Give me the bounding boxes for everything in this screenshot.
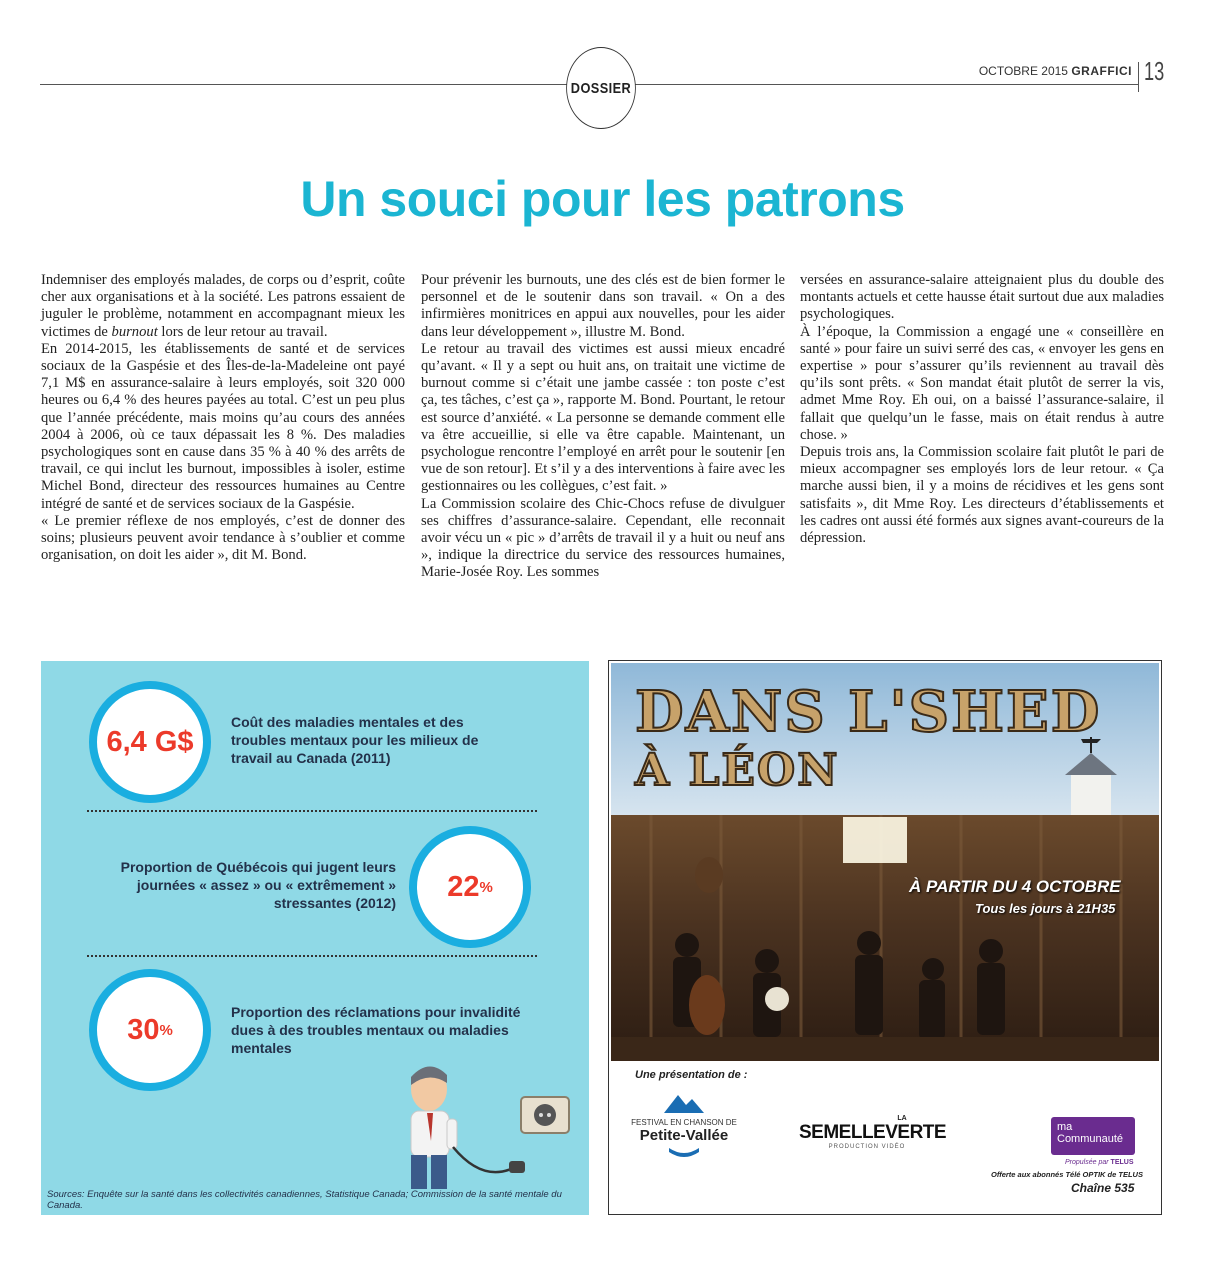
channel-brand-badge bbox=[1051, 1117, 1135, 1155]
channel-telus: TELUS bbox=[1110, 1159, 1134, 1166]
sponsor2-name: SEMELLEVERTE bbox=[799, 1122, 947, 1143]
paragraph: À l’époque, la Commission a engagé une « conseillère en santé » pour faire un suivi serré des cas, « envoyer les gens en expertise » pour s’assurer qu’ils reviennent au travail dès qu’ils sont prêts. « Son mandat était plutôt de serrer la vis, admet Mme Roy. Eh oui, on a baissé l’assurance-salaire, il fallait que quelqu’un le fasse, mais on était rendus à autre chose. » bbox=[800, 323, 1164, 443]
divider-dotted bbox=[87, 810, 537, 812]
mountain-logo-icon bbox=[664, 1091, 704, 1113]
sponsor2-sub: PRODUCTION VIDÉO bbox=[828, 1144, 906, 1150]
article-column-2 bbox=[421, 272, 785, 582]
band-photo bbox=[611, 815, 1159, 1061]
stat2-unit: % bbox=[479, 878, 493, 896]
channel-number: Chaîne 535 bbox=[1071, 1181, 1135, 1195]
show-schedule: Tous les jours à 21H35 bbox=[975, 901, 1116, 916]
sponsor1-top: FESTIVAL EN CHANSON DE bbox=[631, 1118, 737, 1127]
paragraph: Indemniser des employés malades, de corps ou d’esprit, coûte cher aux organisations et à la société. Les patrons essaient de juguler le problème, notamment en accompagnant mieux les victimes de burnout lors de leur retour au travail. bbox=[41, 272, 405, 340]
stat3-unit: % bbox=[159, 1021, 173, 1039]
paragraph: La Commission scolaire des Chic-Chocs refuse de divulguer ses chiffres d’assurance-salaire. Cependant, elle reconnait avoir vécu un « pic » d’arrêts de travail il y a huit ou neuf ans », indique la directrice du service des ressources humaines, Marie-Josée Roy. Les sommes bbox=[421, 495, 785, 581]
stat2-circle bbox=[409, 826, 531, 948]
stat3-text: Proportion des réclamations pour invalidité dues à des troubles mentaux ou maladies mentales bbox=[231, 1004, 521, 1056]
band-scene bbox=[611, 815, 1159, 1061]
stat3-value: 30 bbox=[127, 1013, 160, 1046]
sources-note: Sources: Enquête sur la santé dans les collectivités canadiennes, Statistique Canada; Commission de la santé mentale du Canada. bbox=[47, 1189, 562, 1211]
publication-name: GRAFFICI bbox=[1071, 64, 1132, 78]
sponsor1-name: Petite-Vallée bbox=[639, 1127, 729, 1144]
show-title-line2: À LÉON bbox=[635, 745, 840, 796]
stat2-text: Proportion de Québécois qui jugent leurs journées « assez » ou « extrêmement » stressantes (2012) bbox=[120, 859, 396, 911]
show-start-date: À PARTIR DU 4 OCTOBRE bbox=[909, 877, 1121, 896]
tired-worker-illustration bbox=[381, 1061, 581, 1191]
paragraph: Depuis trois ans, la Commission scolaire fait plutôt le pari de mieux accompagner ses employés lors de leur retour. « Ça marche aussi bien, il y a moins de récidives et les gens sont satisfaits », dit Mme Roy. Les directeurs d’établissements et les cadres ont aussi été formés aux signes avant-coureurs de la dépression. bbox=[800, 444, 1164, 547]
channel-powered-label: Propulsée par bbox=[1065, 1159, 1109, 1166]
article-title: Un souci pour les patrons bbox=[300, 171, 905, 227]
stat1-value: 6,4 G$ bbox=[106, 725, 194, 758]
paragraph: En 2014-2015, les établissements de santé et de services sociaux de la Gaspésie et des Îles-de-la-Madeleine ont payé 7,1 M$ en assurance-salaire à leurs employés, soit 320 000 heures ou 6,4 % des heures payées au total. C’est un peu plus que l’année précédente, mais moins qu’au cours des années 2004 à 2006, où ce taux dépassait les 8 %. Des maladies psychologiques sont en cause dans 35 % à 40 % des arrêts de travail, ce qui inclut les burnout, impossibles à isoler, estime Michel Bond, directeur des ressources humaines au Centre intégré de santé et de services sociaux de la Gaspésie. bbox=[41, 340, 405, 512]
tv-advertisement bbox=[608, 660, 1162, 1215]
infographic-box bbox=[41, 661, 589, 1215]
paragraph: Pour prévenir les burnouts, une des clés est de bien former le personnel et de le soutenir dans son travail. « On a des infirmières monitrices en appui aux nouvelles, pour les aider dans leur développement », illustre M. Bond. bbox=[421, 272, 785, 340]
paragraph: Le retour au travail des victimes est aussi mieux encadré qu’avant. « Il y a sept ou huit ans, on traitait une victime de burnout comme si c’était une jambe cassée : ton poste c’est ça, tes tâches, c’est ça », rapporte M. Bond. Pourtant, le retour est source d’anxiété. « La personne se demande comment elle va être accueillie, si elle va être capable. Maintenant, un psychologue rencontre l’employé en arrêt pour le soutenir [en vue de son retour]. Et s’il y a des interventions à faire avec les gestionnaires ou les collègues, c’est fait. » bbox=[421, 340, 785, 495]
paragraph: « Le premier réflexe de nos employés, c’est de donner des soins; plusieurs peuvent avoir tendance à s’oublier et comme organisation, on doit les aider », dit M. Bond. bbox=[41, 512, 405, 564]
channel-powered bbox=[1065, 1159, 1134, 1166]
sponsor2-small: LA bbox=[897, 1115, 907, 1122]
sponsor-semelleverte-logo bbox=[799, 1115, 947, 1150]
sponsor-festival-logo bbox=[629, 1091, 739, 1163]
channel-offer: Offerte aux abonnés Télé OPTIK de TELUS bbox=[991, 1170, 1143, 1179]
barn-cupola-icon bbox=[1051, 733, 1131, 815]
issue-info bbox=[979, 64, 1132, 78]
article-column-1 bbox=[41, 272, 405, 564]
page-number-divider bbox=[1138, 62, 1139, 92]
issue-date: OCTOBRE 2015 bbox=[978, 64, 1068, 78]
show-title-line1: DANS L'SHED bbox=[635, 679, 1102, 745]
stat3-circle bbox=[89, 969, 211, 1091]
section-badge: DOSSIER bbox=[566, 47, 636, 129]
page-number: 13 bbox=[1144, 56, 1165, 86]
presented-by-label: Une présentation de : bbox=[635, 1069, 748, 1081]
article-column-3 bbox=[800, 272, 1164, 547]
channel-brand-line2: Communauté bbox=[1057, 1133, 1124, 1145]
wave-logo-icon bbox=[669, 1144, 699, 1158]
stat1-text: Coût des maladies mentales et des troubles mentaux pour les milieux de travail au Canada (2011) bbox=[231, 714, 479, 766]
channel-brand-line1: ma bbox=[1057, 1121, 1073, 1133]
stat2-value: 22 bbox=[447, 870, 480, 903]
stat1-circle bbox=[89, 681, 211, 803]
divider-dotted bbox=[87, 955, 537, 957]
paragraph: versées en assurance-salaire atteignaient plus du double des montants actuels et cette hausse était surtout due aux maladies psychologiques. bbox=[800, 272, 1164, 323]
